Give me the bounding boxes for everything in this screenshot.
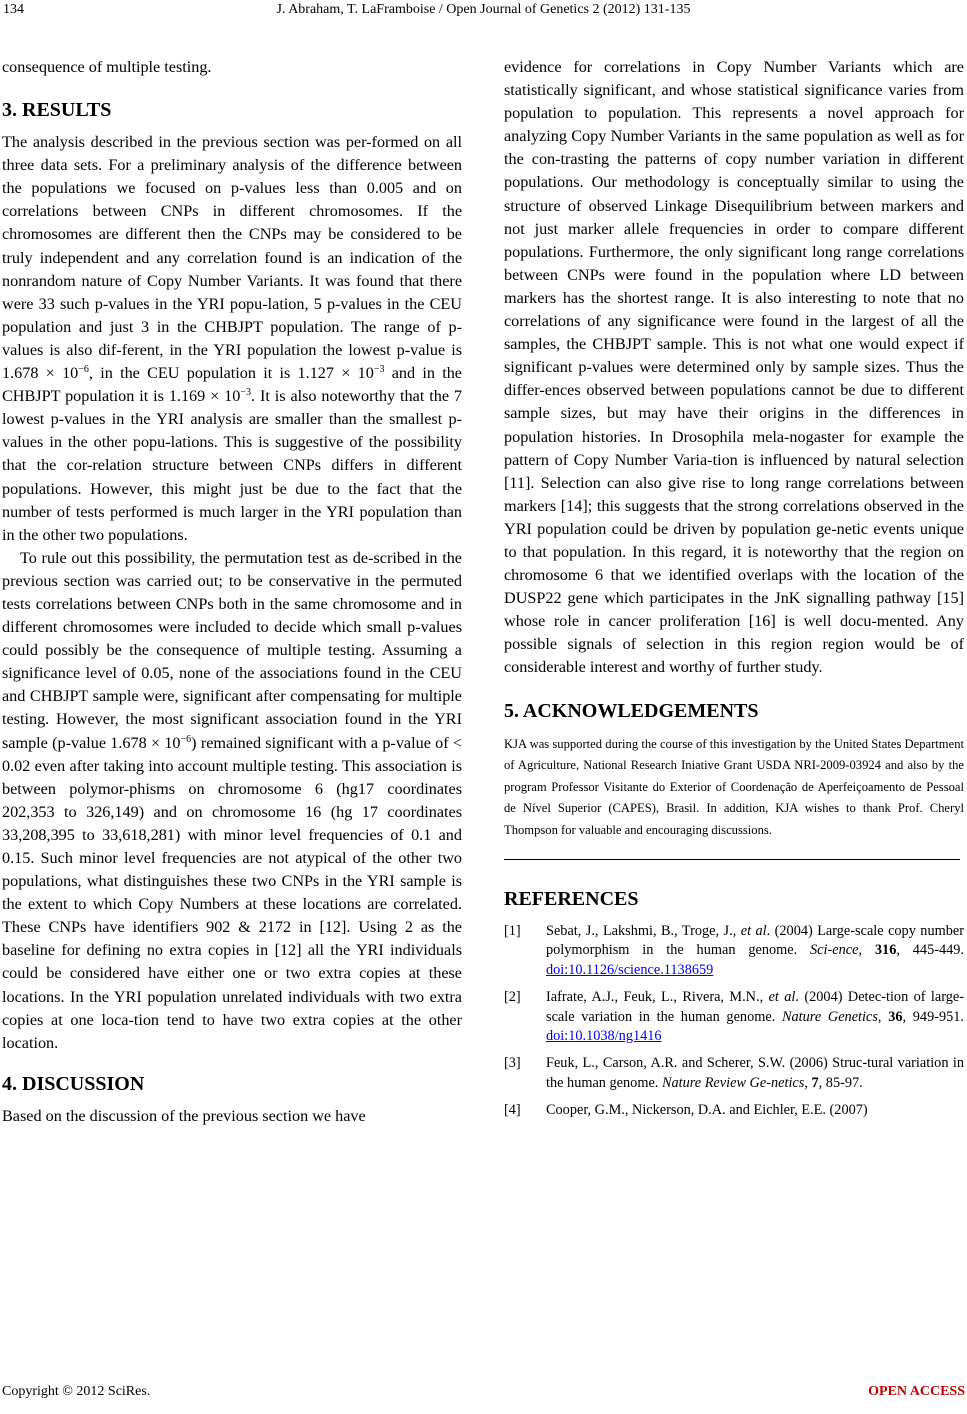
paragraph-continuation: consequence of multiple testing. xyxy=(2,58,212,76)
left-column xyxy=(2,56,462,1128)
paragraph-results-2: To rule out this possibility, the permutation test as de-scribed in the previous section was carried out; to be conservative in the permuted tests correlations between CNPs both in the same chromosome and in different chromosomes were included to decide which small p-values could possibly be the consequence of multiple testing. Assuming a significance level of 0.05, none of the associations found in the CEU and CHBJPT sample were, significant after compensating for multiple testing. However, the most significant association found in the YRI sample (p-value $1.678 \times 10^{-6}$) remained significant with a p-value of < 0.02 even after taking into account multiple testing. This association is between polymor-phisms on chromosome 6 (hg17 coordinates 202,353 to 326,149) and on chromosome 16 (hg 17 coordinates 33,208,395 to 33,618,281) with minor level frequencies of 0.1 and 0.15. Such minor level frequencies are not atypical of the other two populations, what distinguishes these two CNPs in the YRI sample is the extent to which Copy Numbers at these locations are correlated. These CNPs have identifiers 902 & 2172 in [12]. Using 2 as the baseline for defining no extra copies in [12] all the YRI individuals could be considered have either one or two extra copies at these locations. In the YRI population unrelated individuals with two extra copies at one loca-tion tend to have two extra copies at the other location. xyxy=(2,548,462,1052)
section-heading-discussion: 4. DISCUSSION xyxy=(2,1072,145,1095)
paragraph-discussion: evidence for correlations in Copy Number Variants which are statistically significant, and whose statistical significance varies from population to population. This represents a novel approach for analyzing Copy Number Variants in the same population as well as for the con-trasting the patterns of copy number variation in different populations. Our methodology is conceptually similar to using the structure of observed Linkage Disequilibrium between markers and not just marker allele frequencies in order to compare different populations. Furthermore, the only significant long range correlations between CNPs were found in the population where LD between markers has the shortest range. It is also interesting to note that no correlations of any significance were found in the largest of all the samples, the CHBJPT sample. This is not what one would expect if significant p-values were determined only by sample sizes. Thus the differ-ences observed between populations cannot be due to different sample sizes, but may have their origins in the differences in population histories. In Drosophila mela-nogaster for example the pattern of Copy Number Varia-tion is influenced by natural selection [11]. Selection can also give rise to long range correlations between markers [14]; this suggests that the strong correlations observed in the YRI population could be driven by population ge-netic events unique to that population. In this regard, it is noteworthy that the region on chromosome 6 that we identified overlaps with the location of the DUSP22 gene which participates in the JnK signalling pathway [15] whose role in cancer proliferation [16] is well docu-mented. Any possible signals of selection in this region region would be of considerable interest and worthy of further study. xyxy=(504,58,964,677)
paragraph-discussion-start: Based on the discussion of the previous section we have xyxy=(2,1106,366,1125)
section-heading-references: REFERENCES xyxy=(504,888,639,911)
acknowledgements-text: KJA was supported during the course of this investigation by the United States Department of Agriculture, National Research Iniative Grant USDA NRI-2009-03924 and also by the program Professor Visitante do Exterior of Coordenação de Aperfeiçoamento de Pessoal de Nível Superior (CAPES), Brasil. In addition, KJA wishes to thank Prof. Cheryl Thompson for valuable and encouraging discussions. xyxy=(504,736,964,837)
page-header xyxy=(0,0,967,28)
reference-item: [4] Cooper, G.M., Nickerson, D.A. and Eichler, E.E. (2007) xyxy=(504,1102,868,1119)
reference-item: [2] Iafrate, A.J., Feuk, L., Rivera, M.N., et al. (2004) Detec-tion of large-scale variation in the human genome. Nature Genetics, 36, 949-951. doi:10.1038/ng1416 xyxy=(504,989,965,1045)
running-head: J. Abraham, T. LaFramboise / Open Journal of Genetics 2 (2012) 131-135 xyxy=(276,2,691,17)
page-number: 134 xyxy=(3,2,24,17)
open-access-label: OPEN ACCESS xyxy=(868,1384,965,1399)
reference-item: [3] Feuk, L., Carson, A.R. and Scherer, S.W. (2006) Struc-tural variation in the human genome. Nature Review Ge-netics, 7, 85-97. xyxy=(504,1055,964,1091)
copyright-notice: Copyright © 2012 SciRes. xyxy=(2,1384,151,1399)
reference-item: [1] Sebat, J., Lakshmi, B., Troge, J., et al. (2004) Large-scale copy number polymorphism in the human genome. Sci-ence, 316, 445-449. doi:10.1126/science.1138659 xyxy=(504,923,965,978)
doi-link[interactable]: doi:10.1038/ng1416 xyxy=(546,1028,662,1045)
section-divider xyxy=(504,859,960,860)
section-heading-results: 3. RESULTS xyxy=(2,99,112,122)
right-column xyxy=(504,56,964,1121)
paragraph-results-1: The analysis described in the previous section was per-formed on all three data sets. For a preliminary analysis of the difference between the populations we focused on p-values less than 0.005 and on correlations between CNPs in different chromosomes. If the chromosomes are different then the CNPs may be considered to be truly independent and any correlation found is an indication of the nonrandom nature of Copy Number Variants. It was found that there were 33 such p-values in the YRI popu-lation, 5 p-values in the CEU population and just 3 in the CHBJPT population. The range of p-values is also dif-ferent, in the YRI population the lowest p-value is $1.678 \times 10^{-6}$, in the CEU population it is $1.127 \times 10^{-3}$ and in the CHBJPT population it is $1.169 \times 10^{-3}$. It is also noteworthy that the 7 lowest p-values in the YRI analysis are smaller than the smallest p-values in the other popu-lations. This is suggestive of the possibility that the cor-relation structure between CNPs differs in different populations. However, this might just be due to the fact that the number of tests performed is much larger in the YRI population than in the other two populations. xyxy=(2,133,463,544)
section-heading-acknowledgements: 5. ACKNOWLEDGEMENTS xyxy=(504,699,759,722)
doi-link[interactable]: doi:10.1126/science.1138659 xyxy=(546,961,714,978)
